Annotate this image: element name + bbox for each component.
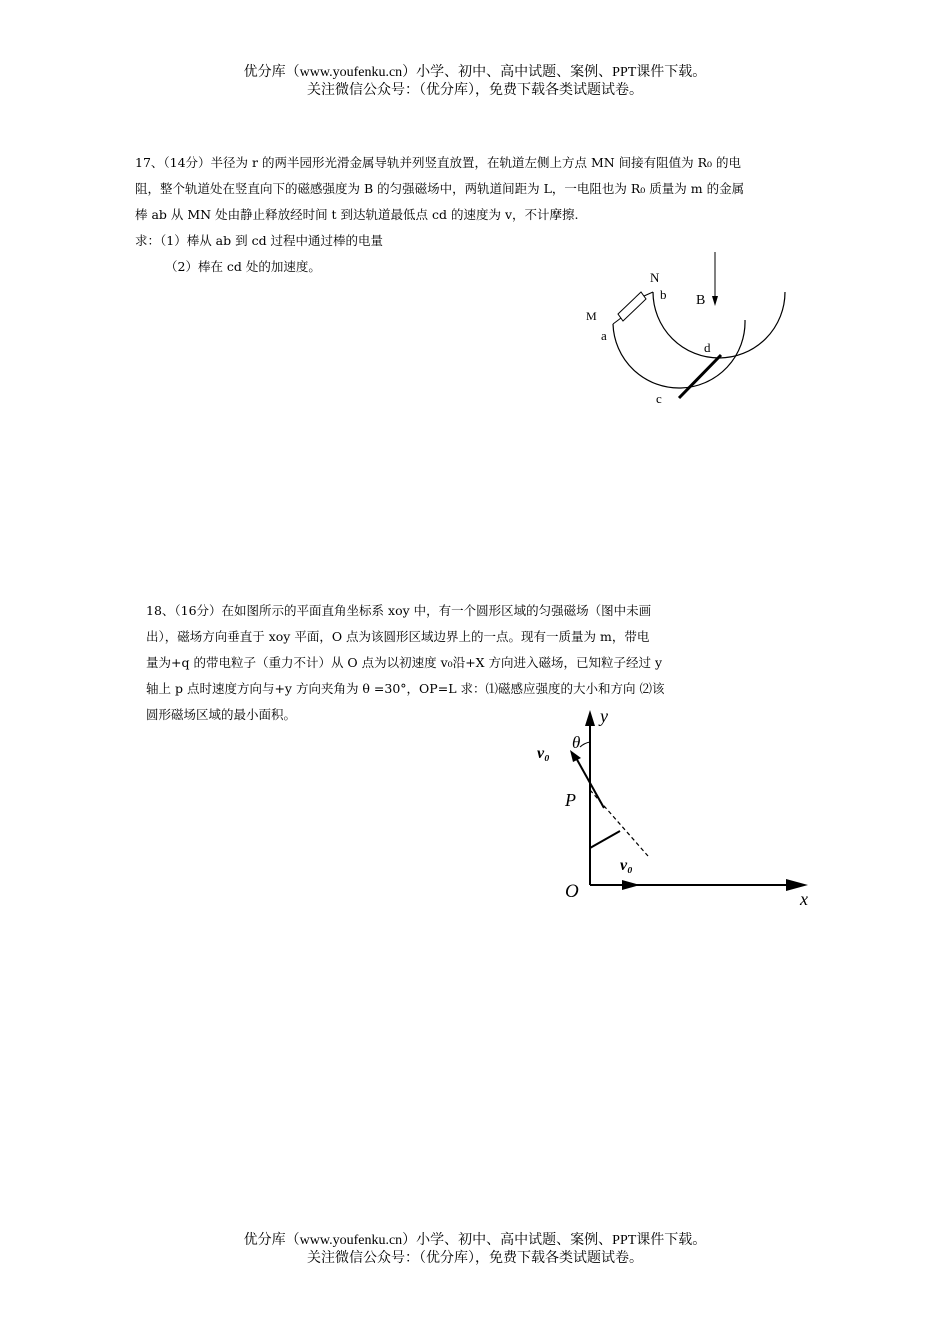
label-P: P — [565, 790, 576, 810]
label-x: x — [800, 889, 808, 909]
header-line-1: 优分库（www.youfenku.cn）小学、初中、高中试题、案例、PPT课件下载。 — [243, 65, 707, 80]
label-a: a — [601, 328, 607, 343]
q17-line-1: 17、（14分）半径为 r 的两半园形光滑金属导轨并列竖直放置，在轨道左侧上方点 MN 间接有阻值为 R₀ 的电 — [135, 155, 742, 170]
label-theta: θ — [572, 733, 581, 752]
rail-front — [613, 320, 745, 388]
label-c: c — [656, 391, 662, 406]
q18-line-5: 圆形磁场区域的最小面积。 — [146, 707, 297, 722]
header-line-2: 关注微信公众号：（优分库），免费下载各类试题试卷。 — [307, 83, 643, 98]
label-v0-top: v₀ — [537, 745, 550, 762]
label-d: d — [704, 340, 711, 355]
q17-figure — [570, 240, 810, 415]
rail-back — [653, 292, 785, 358]
v0-x-arrow — [622, 880, 640, 890]
q17-line-4: 求：（1）棒从 ab 到 cd 过程中通过棒的电量 — [135, 233, 384, 248]
label-v0-bottom: v₀ — [620, 857, 633, 874]
footer-line-1: 优分库（www.youfenku.cn）小学、初中、高中试题、案例、PPT课件下载。 — [243, 1233, 707, 1248]
resistor-mn — [613, 292, 653, 324]
q17-line-5: （2）棒在 cd 处的加速度。 — [165, 259, 321, 274]
label-N: N — [650, 270, 660, 285]
label-b: b — [660, 287, 667, 302]
q18-line-2: 出），磁场方向垂直于 xoy 平面，O 点为该圆形区域边界上的一点。现有一质量为 m，带电 — [146, 629, 650, 644]
metal-rod-cd — [679, 355, 721, 398]
q17-line-2: 阻，整个轨道处在竖直向下的磁感强度为 B 的匀强磁场中，两轨道间距为 L，一电阻也为 R₀ 质量为 m 的金属 — [135, 181, 745, 196]
label-M: M — [586, 309, 597, 323]
page-header — [0, 64, 950, 100]
footer-line-2: 关注微信公众号：（优分库），免费下载各类试题试卷。 — [307, 1251, 643, 1266]
q18-line-3: 量为+q 的带电粒子（重力不计）从 O 点为以初速度 v₀沿+X 方向进入磁场，已知粒子经过 y — [146, 655, 663, 670]
q17-line-3: 棒 ab 从 MN 处由静止释放经时间 t 到达轨道最低点 cd 的速度为 v，不计摩擦. — [135, 207, 579, 222]
page-footer — [0, 1232, 950, 1268]
q18-line-1: 18、（16分）在如图所示的平面直角坐标系 xoy 中，有一个圆形区域的匀强磁场（图中未画 — [146, 603, 652, 618]
label-B: B — [696, 293, 706, 308]
q18-line-4: 轴上 p 点时速度方向与+y 方向夹角为 θ =30°，OP=L 求：⑴磁感应强度的大小和方向 ⑵该 — [146, 681, 665, 696]
b-field-arrow — [712, 252, 718, 306]
y-axis — [585, 710, 595, 885]
radius-segment — [590, 831, 620, 848]
label-O: O — [565, 881, 579, 902]
q18-figure — [530, 700, 820, 915]
label-y: y — [600, 706, 608, 726]
theta-arc — [580, 742, 590, 747]
